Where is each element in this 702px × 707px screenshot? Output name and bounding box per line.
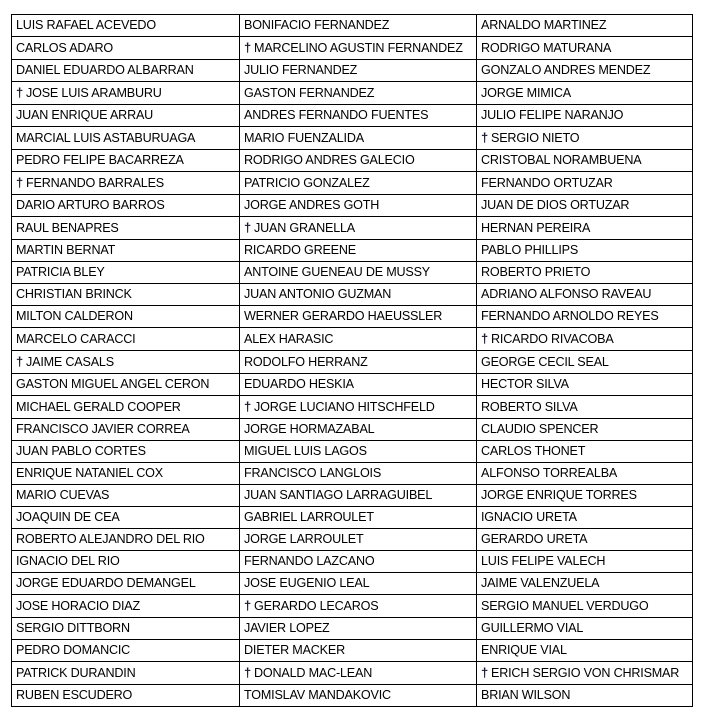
- person-name: ROBERTO PRIETO: [481, 265, 591, 279]
- person-name: TOMISLAV MANDAKOVIC: [244, 688, 391, 702]
- person-name: BRIAN WILSON: [481, 688, 571, 702]
- deceased-cross-icon: †: [16, 175, 24, 190]
- name-cell: [240, 463, 477, 485]
- name-cell: [12, 127, 240, 150]
- person-name: RODOLFO HERRANZ: [244, 354, 368, 369]
- person-name: DIETER MACKER: [244, 643, 345, 657]
- name-cell: [12, 529, 240, 551]
- table-row: [12, 685, 693, 707]
- deceased-cross-icon: †: [481, 665, 489, 680]
- table-row: [12, 551, 693, 573]
- person-name: PATRICIO GONZALEZ: [244, 175, 370, 190]
- deceased-cross-icon: †: [16, 354, 24, 369]
- table-row: [12, 662, 693, 685]
- name-cell: [240, 595, 477, 618]
- person-name: PEDRO DOMANCIC: [16, 643, 131, 657]
- person-name: SERGIO MANUEL VERDUGO: [481, 598, 649, 613]
- person-name: RODRIGO MATURANA: [481, 40, 612, 55]
- person-name: JAIME VALENZUELA: [481, 576, 600, 590]
- name-cell: [240, 485, 477, 507]
- person-name: ENRIQUE NATANIEL COX: [16, 466, 163, 480]
- table-row: [12, 595, 693, 618]
- person-name: MARCELINO AGUSTIN FERNANDEZ: [254, 41, 463, 55]
- person-name: CHRISTIAN BRINCK: [16, 287, 132, 301]
- name-cell: [240, 573, 477, 595]
- table-row: [12, 463, 693, 485]
- person-name: MARTIN BERNAT: [16, 243, 116, 257]
- name-cell: [477, 573, 693, 595]
- person-name: JORGE EDUARDO DEMANGEL: [16, 576, 196, 590]
- table-row: [12, 529, 693, 551]
- name-cell: [240, 82, 477, 105]
- person-name: SERGIO DITTBORN: [16, 621, 130, 635]
- person-name: WERNER GERARDO HAEUSSLER: [244, 309, 443, 323]
- name-cell: [12, 551, 240, 573]
- person-name: ANTOINE GUENEAU DE MUSSY: [244, 265, 431, 279]
- name-cell: [477, 217, 693, 240]
- name-cell: [12, 195, 240, 217]
- person-name: RUBEN ESCUDERO: [16, 688, 133, 702]
- person-name: GASTON FERNANDEZ: [244, 85, 375, 100]
- name-cell: [12, 351, 240, 374]
- person-name: PABLO PHILLIPS: [481, 243, 579, 257]
- name-cell: [477, 262, 693, 284]
- person-name: GONZALO ANDRES MENDEZ: [481, 63, 651, 77]
- name-cell: [477, 351, 693, 374]
- name-cell: [12, 240, 240, 262]
- person-name: ROBERTO ALEJANDRO DEL RIO: [16, 532, 205, 546]
- person-name: RODRIGO ANDRES GALECIO: [244, 153, 415, 167]
- table-row: [12, 284, 693, 306]
- person-name: JUAN ANTONIO GUZMAN: [244, 287, 392, 301]
- name-cell: [240, 150, 477, 172]
- person-name: PATRICIA BLEY: [16, 265, 105, 279]
- person-name: JORGE MIMICA: [481, 85, 571, 100]
- person-name: JOSE LUIS ARAMBURU: [26, 86, 162, 100]
- name-cell: [477, 374, 693, 396]
- name-cell: [477, 306, 693, 328]
- deceased-cross-icon: †: [481, 130, 489, 145]
- name-cell: [240, 306, 477, 328]
- name-cell: [12, 595, 240, 618]
- table-row: [12, 306, 693, 328]
- person-name: EDUARDO HESKIA: [244, 377, 354, 391]
- name-cell: [240, 396, 477, 419]
- person-name: JAIME CASALS: [26, 355, 114, 369]
- person-name: PEDRO FELIPE BACARREZA: [16, 153, 184, 167]
- name-cell: [477, 328, 693, 351]
- deceased-cross-icon: †: [244, 40, 252, 55]
- name-cell: [477, 195, 693, 217]
- person-name: LUIS FELIPE VALECH: [481, 554, 606, 568]
- person-name: JORGE ANDRES GOTH: [244, 198, 380, 212]
- person-name: MARCIAL LUIS ASTABURUAGA: [16, 130, 196, 145]
- person-name: ADRIANO ALFONSO RAVEAU: [481, 287, 652, 301]
- person-name: IGNACIO URETA: [481, 510, 577, 524]
- table-row: [12, 262, 693, 284]
- person-name: JUAN DE DIOS ORTUZAR: [481, 198, 630, 212]
- person-name: FRANCISCO LANGLOIS: [244, 466, 382, 480]
- table-row: [12, 507, 693, 529]
- names-table: [11, 14, 693, 707]
- name-cell: [12, 172, 240, 195]
- person-name: FERNANDO LAZCANO: [244, 554, 375, 568]
- person-name: JOAQUIN DE CEA: [16, 510, 120, 524]
- person-name: FRANCISCO JAVIER CORREA: [16, 422, 190, 436]
- table-row: [12, 640, 693, 662]
- person-name: BONIFACIO FERNANDEZ: [244, 18, 390, 32]
- name-cell: [477, 150, 693, 172]
- deceased-cross-icon: †: [244, 665, 252, 680]
- person-name: FERNANDO ARNOLDO REYES: [481, 309, 659, 323]
- deceased-cross-icon: †: [244, 598, 252, 613]
- person-name: JORGE ENRIQUE TORRES: [481, 488, 637, 502]
- name-cell: [12, 82, 240, 105]
- name-cell: [240, 127, 477, 150]
- name-cell: [240, 640, 477, 662]
- person-name: JORGE LARROULET: [244, 532, 364, 546]
- table-row: [12, 618, 693, 640]
- person-name: ALFONSO TORREALBA: [481, 466, 618, 480]
- person-name: DARIO ARTURO BARROS: [16, 198, 165, 212]
- table-row: [12, 195, 693, 217]
- name-cell: [12, 262, 240, 284]
- name-cell: [477, 172, 693, 195]
- person-name: ANDRES FERNANDO FUENTES: [244, 108, 429, 122]
- name-cell: [240, 685, 477, 707]
- person-name: MIGUEL LUIS LAGOS: [244, 444, 367, 458]
- name-cell: [12, 217, 240, 240]
- person-name: FERNANDO ORTUZAR: [481, 175, 613, 190]
- person-name: ENRIQUE VIAL: [481, 643, 567, 657]
- name-cell: [12, 463, 240, 485]
- table-row: [12, 105, 693, 127]
- name-cell: [240, 328, 477, 351]
- person-name: MARCELO CARACCI: [16, 331, 136, 346]
- name-cell: [477, 662, 693, 685]
- person-name: MARIO FUENZALIDA: [244, 130, 364, 145]
- name-cell: [240, 105, 477, 127]
- name-cell: [477, 60, 693, 82]
- name-cell: [477, 419, 693, 441]
- person-name: JOSE EUGENIO LEAL: [244, 576, 370, 590]
- person-name: RICARDO GREENE: [244, 243, 356, 257]
- person-name: LUIS RAFAEL ACEVEDO: [16, 18, 156, 32]
- table-row: [12, 15, 693, 37]
- deceased-cross-icon: †: [244, 399, 252, 414]
- name-cell: [477, 284, 693, 306]
- name-cell: [240, 419, 477, 441]
- name-cell: [12, 441, 240, 463]
- person-name: ARNALDO MARTINEZ: [481, 18, 607, 32]
- person-name: GERARDO URETA: [481, 532, 588, 546]
- name-cell: [12, 485, 240, 507]
- name-cell: [477, 618, 693, 640]
- name-cell: [240, 217, 477, 240]
- table-row: [12, 485, 693, 507]
- person-name: DONALD MAC-LEAN: [254, 666, 373, 680]
- name-cell: [477, 463, 693, 485]
- person-name: GABRIEL LARROULET: [244, 510, 374, 524]
- name-cell: [12, 507, 240, 529]
- table-row: [12, 396, 693, 419]
- person-name: CLAUDIO SPENCER: [481, 422, 599, 436]
- name-cell: [240, 662, 477, 685]
- name-cell: [240, 15, 477, 37]
- person-name: JULIO FELIPE NARANJO: [481, 108, 624, 122]
- name-cell: [477, 37, 693, 60]
- name-cell: [12, 37, 240, 60]
- name-cell: [477, 82, 693, 105]
- table-row: [12, 172, 693, 195]
- name-cell: [12, 150, 240, 172]
- name-cell: [240, 37, 477, 60]
- name-cell: [12, 573, 240, 595]
- name-cell: [477, 551, 693, 573]
- name-cell: [12, 105, 240, 127]
- person-name: JOSE HORACIO DIAZ: [16, 598, 140, 613]
- name-cell: [12, 396, 240, 419]
- person-name: JORGE HORMAZABAL: [244, 422, 375, 436]
- name-cell: [477, 595, 693, 618]
- person-name: HERNAN PEREIRA: [481, 220, 591, 235]
- name-cell: [240, 284, 477, 306]
- table-row: [12, 150, 693, 172]
- person-name: GERARDO LECAROS: [254, 599, 379, 613]
- person-name: FERNANDO BARRALES: [26, 176, 164, 190]
- table-row: [12, 37, 693, 60]
- name-cell: [240, 240, 477, 262]
- person-name: MARIO CUEVAS: [16, 488, 110, 502]
- person-name: JAVIER LOPEZ: [244, 621, 330, 635]
- name-cell: [240, 529, 477, 551]
- table-row: [12, 127, 693, 150]
- name-cell: [12, 328, 240, 351]
- name-cell: [477, 105, 693, 127]
- name-cell: [12, 640, 240, 662]
- name-cell: [240, 551, 477, 573]
- name-cell: [477, 685, 693, 707]
- table-row: [12, 441, 693, 463]
- person-name: CRISTOBAL NORAMBUENA: [481, 153, 642, 167]
- name-cell: [477, 529, 693, 551]
- name-cell: [12, 662, 240, 685]
- name-cell: [477, 441, 693, 463]
- names-table-body: [12, 15, 693, 707]
- name-cell: [12, 284, 240, 306]
- person-name: CARLOS THONET: [481, 444, 586, 458]
- name-cell: [240, 374, 477, 396]
- person-name: GASTON MIGUEL ANGEL CERON: [16, 377, 210, 391]
- person-name: DANIEL EDUARDO ALBARRAN: [16, 63, 194, 77]
- person-name: ERICH SERGIO VON CHRISMAR: [491, 666, 680, 680]
- name-cell: [12, 60, 240, 82]
- table-row: [12, 82, 693, 105]
- person-name: JUAN ENRIQUE ARRAU: [16, 108, 154, 122]
- table-row: [12, 573, 693, 595]
- name-cell: [477, 127, 693, 150]
- name-cell: [240, 618, 477, 640]
- table-row: [12, 419, 693, 441]
- name-cell: [240, 262, 477, 284]
- name-cell: [477, 640, 693, 662]
- name-cell: [12, 419, 240, 441]
- name-cell: [12, 685, 240, 707]
- name-cell: [240, 507, 477, 529]
- name-cell: [240, 441, 477, 463]
- person-name: PATRICK DURANDIN: [16, 665, 136, 680]
- person-name: JORGE LUCIANO HITSCHFELD: [254, 400, 435, 414]
- person-name: MILTON CALDERON: [16, 309, 133, 323]
- name-cell: [477, 485, 693, 507]
- table-row: [12, 217, 693, 240]
- person-name: MICHAEL GERALD COOPER: [16, 399, 181, 414]
- person-name: JUAN GRANELLA: [254, 221, 356, 235]
- name-cell: [12, 374, 240, 396]
- deceased-cross-icon: †: [16, 85, 24, 100]
- name-cell: [477, 15, 693, 37]
- person-name: RAUL BENAPRES: [16, 220, 119, 235]
- person-name: CARLOS ADARO: [16, 40, 113, 55]
- person-name: GUILLERMO VIAL: [481, 621, 584, 635]
- table-row: [12, 240, 693, 262]
- name-cell: [477, 396, 693, 419]
- person-name: HECTOR SILVA: [481, 377, 569, 391]
- person-name: SERGIO NIETO: [491, 131, 580, 145]
- table-row: [12, 60, 693, 82]
- name-cell: [240, 195, 477, 217]
- table-row: [12, 328, 693, 351]
- person-name: JUAN PABLO CORTES: [16, 444, 146, 458]
- name-cell: [240, 172, 477, 195]
- name-cell: [12, 618, 240, 640]
- name-cell: [240, 60, 477, 82]
- deceased-cross-icon: †: [244, 220, 252, 235]
- person-name: ROBERTO SILVA: [481, 399, 578, 414]
- name-cell: [477, 240, 693, 262]
- name-cell: [12, 15, 240, 37]
- person-name: IGNACIO DEL RIO: [16, 554, 120, 568]
- table-row: [12, 351, 693, 374]
- deceased-cross-icon: †: [481, 331, 489, 346]
- person-name: ALEX HARASIC: [244, 331, 334, 346]
- name-cell: [240, 351, 477, 374]
- person-name: RICARDO RIVACOBA: [491, 332, 614, 346]
- person-name: GEORGE CECIL SEAL: [481, 354, 609, 369]
- table-row: [12, 374, 693, 396]
- name-cell: [477, 507, 693, 529]
- name-cell: [12, 306, 240, 328]
- person-name: JULIO FERNANDEZ: [244, 63, 358, 77]
- person-name: JUAN SANTIAGO LARRAGUIBEL: [244, 488, 433, 502]
